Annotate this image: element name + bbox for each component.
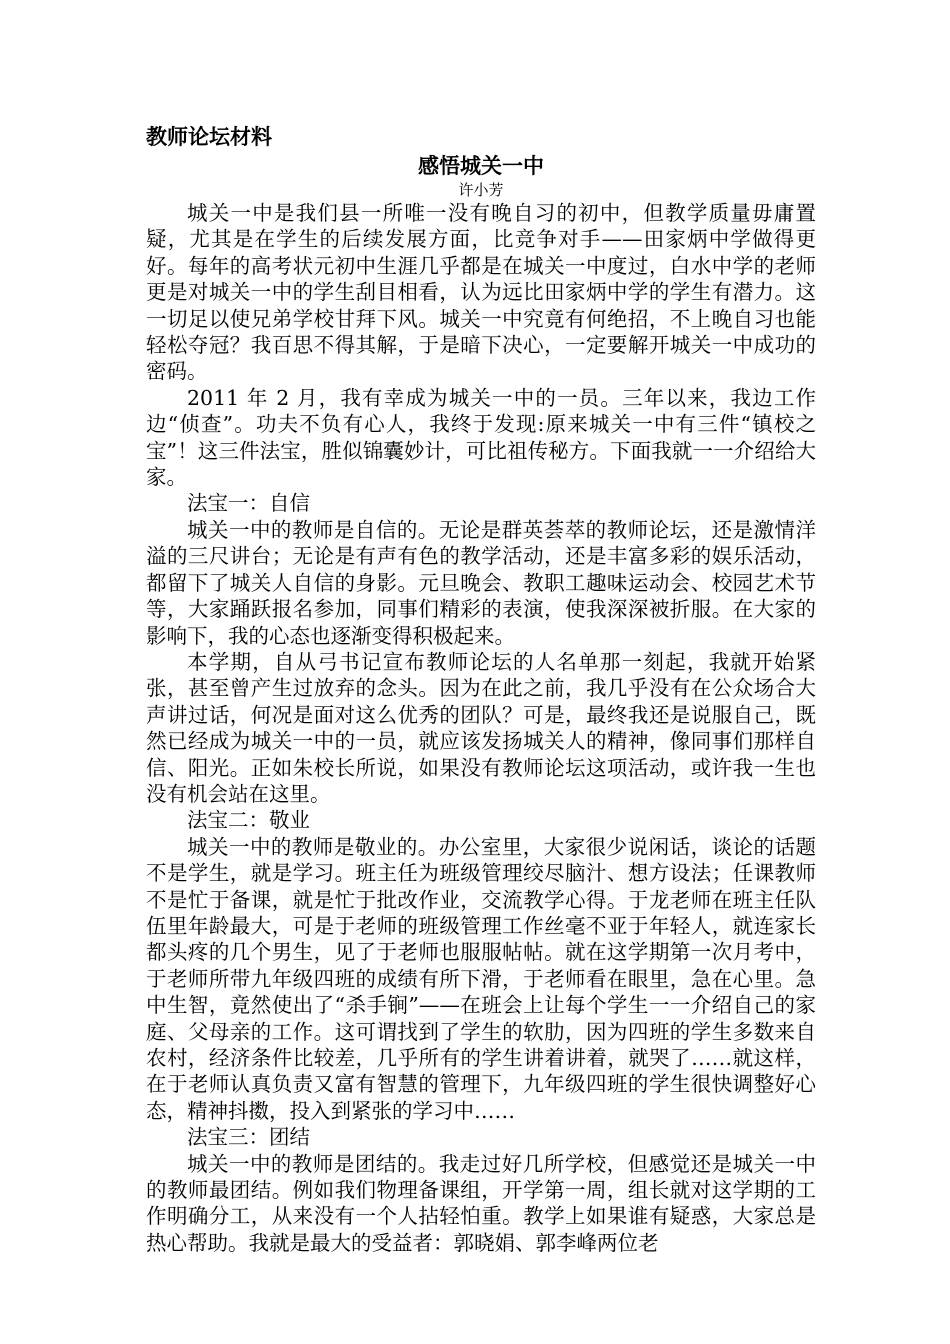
paragraph-confidence-1: 城关一中的教师是自信的。无论是群英荟萃的教师论坛，还是激情洋溢的三尺讲台；无论是有声有色的教学活动，还是丰富多彩的娱乐活动，都留下了城关人自信的身影。元旦晚会、教职工趣味运动会、校园艺术节等，大家踊跃报名参加，同事们精彩的表演，使我深深被折服。在大家的影响下，我的心态也逐渐变得积极起来。: [146, 517, 816, 648]
article-title: 感悟城关一中: [418, 153, 544, 178]
article-author: 许小芳: [458, 181, 504, 199]
paragraph-confidence-2: 本学期，自从弓书记宣布教师论坛的人名单那一刻起，我就开始紧张，甚至曾产生过放弃的念头。因为在此之前，我几乎没有在公众场合大声讲过话，何况是面对这么优秀的团队？可是，最终我还是说服自己，既然已经成为城关一中的一员，就应该发扬城关人的精神，像同事们那样自信、阳光。正如朱校长所说，如果没有教师论坛这项活动，或许我一生也没有机会站在这里。: [146, 649, 816, 806]
paragraph-unity: 城关一中的教师是团结的。我走过好几所学校，但感觉还是城关一中的教师最团结。例如我们物理备课组，开学第一周，组长就对这学期的工作明确分工，从来没有一个人拈轻怕重。教学上如果谁有疑惑，大家总是热心帮助。我就是最大的受益者：郭晓娟、郭李峰两位老: [146, 1151, 816, 1255]
section-heading-confidence: 法宝一：自信: [187, 491, 310, 516]
paragraph-intro: 城关一中是我们县一所唯一没有晚自习的初中，但教学质量毋庸置疑，尤其是在学生的后续发展方面，比竞争对手——田家炳中学做得更好。每年的高考状元初中生涯几乎都是在城关一中度过，白水中学的老师更是对城关一中的学生刮目相看，认为远比田家炳中学的学生有潜力。这一切足以使兄弟学校甘拜下风。城关一中究竟有何绝招，不上晚自习也能轻松夺冠？我百思不得其解，于是暗下决心，一定要解开城关一中成功的密码。: [146, 201, 816, 384]
paragraph-joining: 2011 年 2 月，我有幸成为城关一中的一员。三年以来，我边工作边“侦查”。功夫不负有心人，我终于发现:原来城关一中有三件“镇校之宝”！这三件法宝，胜似锦囊妙计，可比祖传秘方。下面我就一一介绍给大家。: [146, 385, 816, 490]
section-heading-dedication: 法宝二：敬业: [187, 808, 310, 833]
section-heading-unity: 法宝三：团结: [187, 1125, 310, 1150]
paragraph-dedication: 城关一中的教师是敬业的。办公室里，大家很少说闲话，谈论的话题不是学生，就是学习。班主任为班级管理绞尽脑汁、想方设法；任课教师不是忙于备课，就是忙于批改作业，交流教学心得。于龙老师在班主任队伍里年龄最大，可是于老师的班级管理工作丝毫不亚于年轻人，就连家长都头疼的几个男生，见了于老师也服服帖帖。就在这学期第一次月考中，于老师所带九年级四班的成绩有所下滑，于老师看在眼里，急在心里。急中生智，竟然使出了“杀手锏”——在班会上让每个学生一一介绍自己的家庭、父母亲的工作。这可谓找到了学生的软肋，因为四班的学生多数来自农村，经济条件比较差，几乎所有的学生讲着讲着，就哭了‥‥‥就这样，在于老师认真负责又富有智慧的管理下，九年级四班的学生很快调整好心态，精神抖擞，投入到紧张的学习中‥‥‥: [146, 834, 816, 1123]
document-header: 教师论坛材料: [146, 124, 272, 149]
document-page: [146, 122, 816, 1256]
